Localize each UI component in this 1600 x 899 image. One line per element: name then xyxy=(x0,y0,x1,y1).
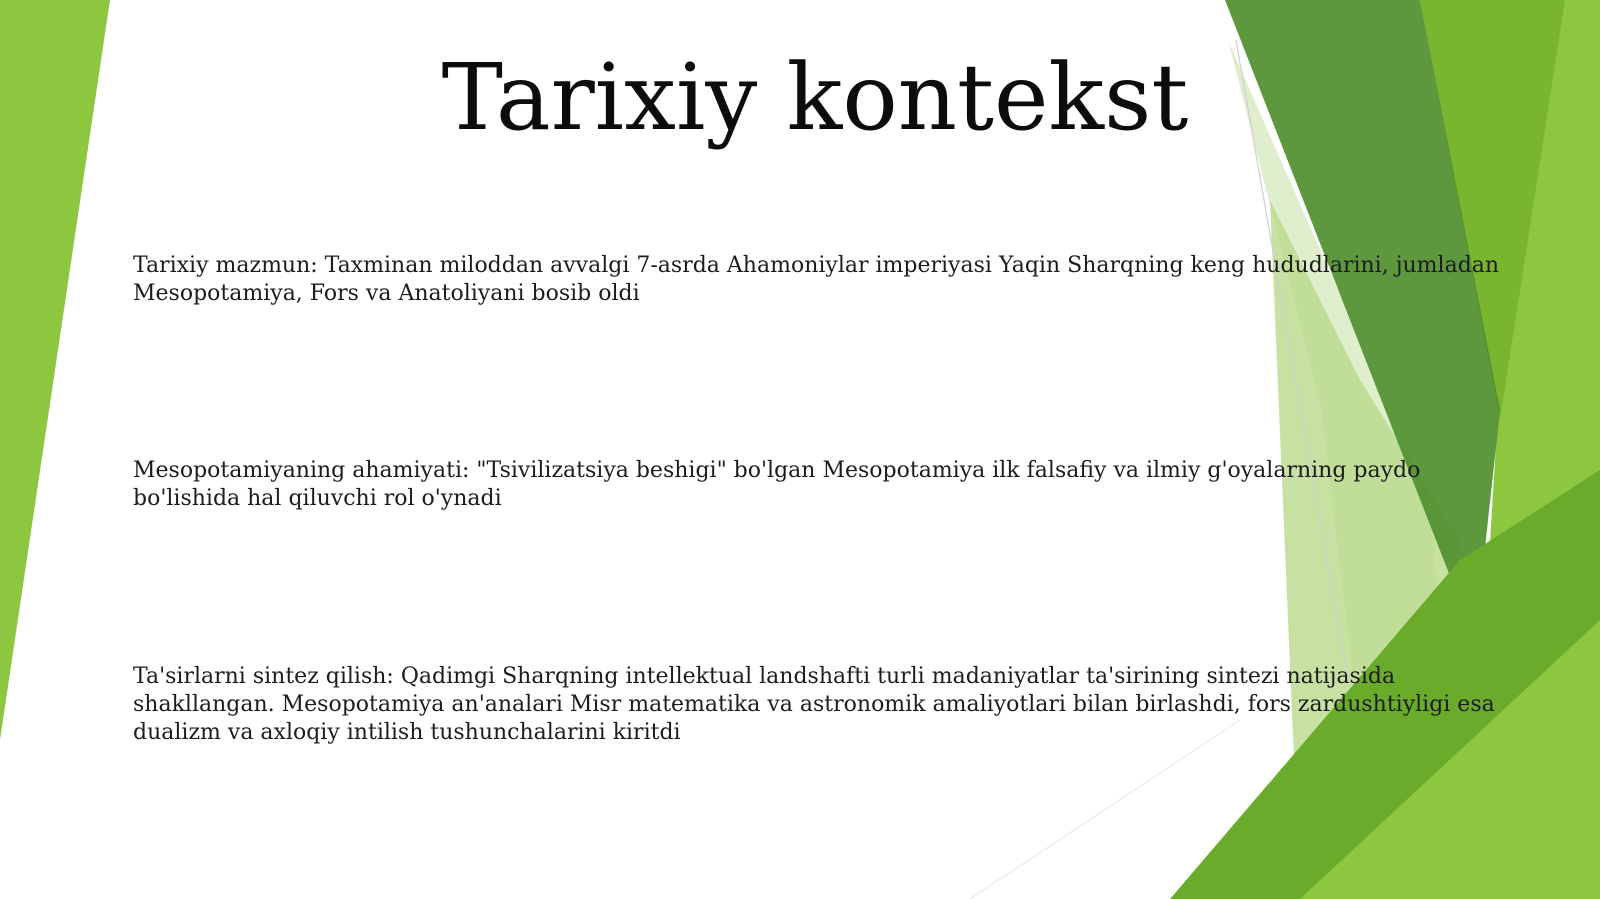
paragraph-mesopotamia-significance: Mesopotamiyaning ahamiyati: "Tsivilizatsiya beshigi" bo'lgan Mesopotamiya ilk falsafiy va ilmiy g'oyalarning paydo bo'lishida hal qiluvchi rol o'ynadi xyxy=(133,458,1421,511)
slide-title: Tarixiy kontekst xyxy=(441,44,1189,151)
paragraph-historical-content: Tarixiy mazmun: Taxminan miloddan avvalgi 7-asrda Ahamoniylar imperiyasi Yaqin Sharqning keng hududlarini, jumladan Mesopotamiya, Fors va Anatoliyani bosib oldi xyxy=(133,253,1500,306)
left-green-band xyxy=(0,0,110,740)
paragraph-synthesis-of-influences: Ta'sirlarni sintez qilish: Qadimgi Sharqning intellektual landshafti turli madaniyatlar ta'sirining sintezi natijasida shakllangan. Mesopotamiya an'analari Misr matematika va astronomik amaliyotlari bilan birlashdi, fors zardushtiyligi esa dualizm va axloqiy intilish tushunchalarini kiritdi xyxy=(133,664,1495,745)
